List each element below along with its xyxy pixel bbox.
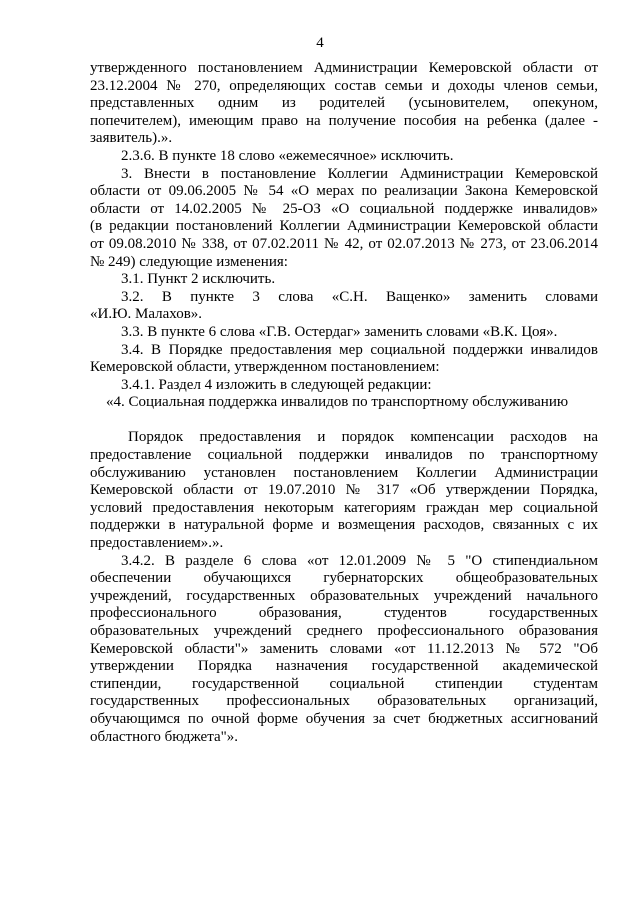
text-line: стипендии, государственной социальной стипендии студентам	[90, 675, 598, 692]
text-line: областного бюджета"».	[90, 728, 238, 745]
text-line: обслуживанию установлен постановлением Коллегии Администрации	[90, 464, 598, 481]
text-line: учреждений, государственных образовательных учреждений начального	[90, 587, 598, 604]
text-line: области от 09.06.2005 № 54 «О мерах по реализации Закона Кемеровской	[90, 183, 598, 200]
text-line: 3.2. В пункте 3 слова «С.Н. Ващенко» заменить словами	[121, 288, 598, 305]
text-line: заявитель).».	[90, 130, 173, 147]
text-line: 23.12.2004 № 270, определяющих состав семьи и доходы членов семьи,	[90, 77, 598, 94]
text-line: предоставлением».».	[90, 535, 224, 552]
page-number: 4	[316, 35, 324, 51]
text-line: обучающимся по очной форме обучения за счет бюджетных ассигнований	[90, 710, 598, 727]
text-line: 3.3. В пункте 6 слова «Г.В. Остердаг» заменить словами «В.К. Цоя».	[121, 323, 558, 340]
text-line: Порядок предоставления и порядок компенсации расходов на	[128, 429, 598, 446]
text-line: образовательных учреждений среднего профессионального образования	[90, 623, 598, 639]
text-line: государственных профессиональных образовательных организаций,	[90, 693, 598, 710]
text-line: Кемеровской области от 19.07.2010 № 317 «Об утверждении Порядка,	[90, 482, 598, 499]
text-line: (в редакции постановлений Коллегии Администрации Кемеровской области	[90, 218, 598, 235]
text-line: «4. Социальная поддержка инвалидов по транспортному обслуживанию	[106, 394, 569, 411]
text-line: условий предоставления некоторым категориям граждан мер социальной	[90, 499, 598, 516]
text-line: Кемеровской области, утвержденном постановлением:	[90, 359, 440, 376]
text-line: № 249) следующие изменения:	[90, 253, 288, 270]
text-line: профессионального образования, студентов государственных	[90, 605, 598, 622]
text-line: 2.3.6. В пункте 18 слово «ежемесячное» исключить.	[121, 147, 454, 164]
blank-line	[90, 412, 598, 430]
text-line: 3.4.1. Раздел 4 изложить в следующей редакции:	[121, 376, 432, 393]
text-line: 3. Внести в постановление Коллегии Администрации Кемеровской	[121, 165, 598, 182]
document-body	[90, 60, 598, 746]
text-line: Кемеровской области"» заменить словами «от 11.12.2013 № 572 "Об	[90, 640, 598, 657]
text-line: попечителем), имеющим право на получение пособия на ребенка (далее -	[90, 112, 598, 129]
text-line: предоставление социальной поддержки инвалидов по транспортному	[90, 447, 598, 464]
text-line: утвержденного постановлением Администрации Кемеровской области от	[90, 60, 598, 76]
text-line: 3.1. Пункт 2 исключить.	[121, 271, 276, 288]
text-line: поддержки в натуральной форме и возмещения расходов, связанных с их	[90, 517, 598, 534]
text-line: 3.4.2. В разделе 6 слова «от 12.01.2009 № 5 "О стипендиальном	[121, 552, 598, 569]
text-line: от 09.08.2010 № 338, от 07.02.2011 № 42, от 02.07.2013 № 273, от 23.06.2014	[90, 235, 598, 252]
text-line: 3.4. В Порядке предоставления мер социальной поддержки инвалидов	[121, 341, 598, 358]
text-line: обеспечении обучающихся губернаторских общеобразовательных	[90, 570, 598, 587]
text-line: представленных одним из родителей (усыновителем, опекуном,	[90, 95, 598, 112]
text-line: области от 14.02.2005 № 25-ОЗ «О социальной поддержке инвалидов»	[90, 200, 598, 217]
text-line: утверждении Порядка назначения государственной академической	[90, 658, 598, 675]
text-line: «И.Ю. Малахов».	[90, 306, 203, 323]
